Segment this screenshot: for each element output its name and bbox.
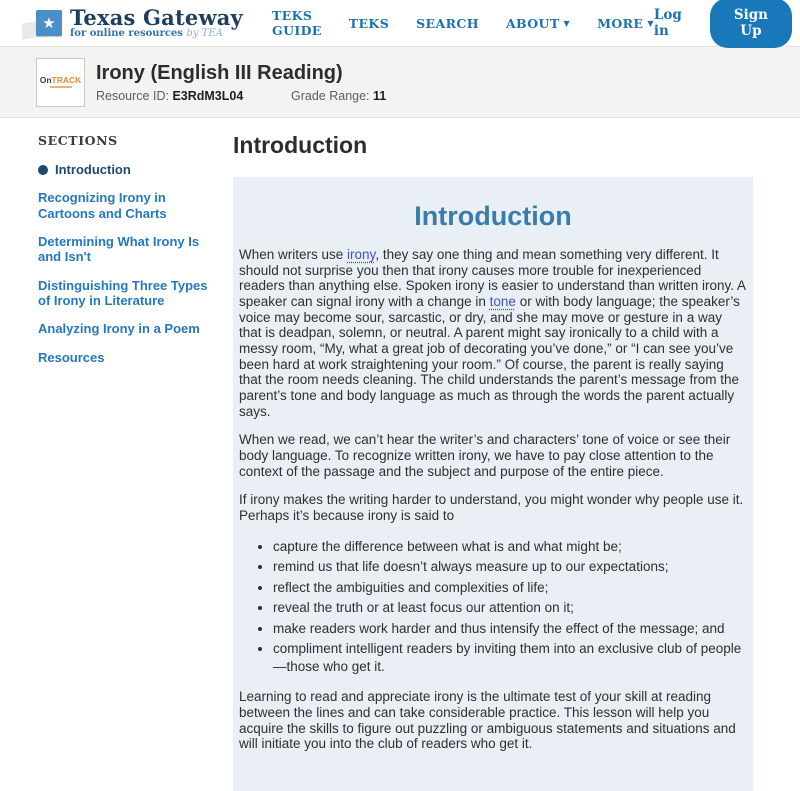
sidebar-item-distinguishing-three-types-of-irony-in-literature[interactable] bbox=[38, 278, 223, 309]
resource-meta bbox=[96, 89, 386, 103]
resource-info bbox=[96, 62, 386, 103]
brand-tagline-text: for online resources bbox=[70, 27, 183, 39]
nav-link-teks-guide[interactable]: TEKS GUIDE bbox=[272, 8, 322, 38]
list-item: • capture the difference between what is and what might be; bbox=[273, 538, 747, 556]
nav-link-teks[interactable]: TEKS bbox=[348, 15, 390, 31]
nav-link-about[interactable]: ABOUT ▼ bbox=[505, 15, 571, 31]
irony-reasons-list bbox=[239, 538, 747, 676]
sidebar-item-recognizing-irony-in-cartoons-and-charts[interactable] bbox=[38, 190, 223, 221]
list-item: • reflect the ambiguities and complexities of life; bbox=[273, 579, 747, 597]
nav-link-search[interactable]: SEARCH bbox=[416, 15, 479, 31]
resource-header bbox=[0, 47, 800, 118]
resource-id-value: E3RdM3L04 bbox=[172, 88, 244, 103]
chevron-down-icon: ▼ bbox=[563, 17, 571, 28]
main-column bbox=[233, 130, 753, 791]
sidebar-item-label: Recognizing Irony in Cartoons and Charts bbox=[38, 190, 167, 221]
log-in-link[interactable]: Log in bbox=[653, 7, 682, 39]
lesson-box bbox=[233, 177, 753, 791]
sidebar-item-analyzing-irony-in-a-poem[interactable] bbox=[38, 321, 223, 336]
sidebar-item-label: Determining What Irony Is and Isn't bbox=[38, 233, 200, 265]
list-item: • compliment intelligent readers by inviting them into an exclusive club of people—those who get it. bbox=[273, 640, 747, 675]
lesson-box-title: Introduction bbox=[414, 201, 572, 231]
grade-range-value: 11 bbox=[373, 88, 387, 103]
resource-id bbox=[96, 89, 291, 103]
list-item: • remind us that life doesn’t always measure up to our expectations; bbox=[273, 558, 747, 576]
paragraph: When we read, we can’t hear the writer’s and characters’ tone of voice or see their body language. To recognize written irony, we have to pay close attention to the context of the passage and the subject and purpose of the entire piece. bbox=[239, 432, 731, 479]
paragraph: If irony makes the writing harder to understand, you might wonder why people use it. Perhaps it’s because irony is said to bbox=[239, 492, 744, 523]
brand-text bbox=[70, 4, 243, 40]
page-title: Introduction bbox=[233, 132, 368, 158]
ontrack-tagline-bar bbox=[50, 86, 72, 88]
ontrack-prefix: On bbox=[39, 74, 52, 85]
brand-logo[interactable] bbox=[36, 4, 272, 40]
list-item: • reveal the truth or at least focus our attention on it; bbox=[273, 599, 747, 617]
sections-list bbox=[38, 162, 223, 365]
grade-range bbox=[291, 89, 386, 103]
brand-title: Texas Gateway bbox=[70, 4, 243, 30]
sidebar-item-resources[interactable] bbox=[38, 350, 223, 365]
resource-title: Irony (English III Reading) bbox=[96, 61, 343, 84]
star-icon: ★ bbox=[36, 10, 62, 36]
brand-byline: by TEA bbox=[186, 27, 223, 39]
sidebar-item-label: Resources bbox=[38, 349, 105, 365]
sidebar-item-label: Analyzing Irony in a Poem bbox=[38, 321, 200, 337]
sidebar-item-label: Introduction bbox=[55, 162, 131, 177]
nav-link-more[interactable]: MORE ▼ bbox=[597, 15, 654, 31]
chevron-down-icon: ▼ bbox=[647, 17, 654, 28]
main-nav bbox=[272, 8, 654, 38]
sidebar-item-label: Distinguishing Three Types of Irony in Literature bbox=[38, 277, 208, 308]
box-paragraphs bbox=[239, 247, 747, 524]
grade-range-label: Grade Range: bbox=[291, 88, 370, 103]
glossary-term-link-tone[interactable]: tone bbox=[489, 293, 516, 309]
resource-id-label: Resource ID: bbox=[96, 88, 169, 103]
closing-paragraph: Learning to read and appreciate irony is the ultimate test of your skill at reading between the lines and can take considerable practice. This lesson will help you acquire the skills to figure out puzzling or ambiguous statements and situations and will initiate you into the club of readers who get it. bbox=[239, 689, 736, 752]
sections-sidebar bbox=[38, 130, 233, 791]
sign-up-button[interactable]: Sign Up bbox=[710, 0, 792, 48]
glossary-term-link-irony[interactable]: irony bbox=[347, 247, 376, 262]
top-navbar bbox=[0, 0, 800, 47]
ontrack-logo bbox=[36, 58, 85, 107]
list-item: • make readers work harder and thus intensify the effect of the message; and bbox=[273, 620, 747, 638]
active-bullet-icon bbox=[38, 165, 48, 175]
ontrack-wordmark bbox=[40, 76, 82, 85]
paragraph: When writers use irony, they say one thing and mean something very different. It should not surprise you then that irony causes more trouble for inexperienced readers than anything else. Spoken irony is easier to understand than written irony. A speaker can signal irony with a change in tone or with body language; the speaker’s voice may become sour, sarcastic, or dry, and she may move or gesture in a way that is deadpan, solemn, or neutral. A parent might say ironically to a child with a messy room, “My, what a great job of decorating you’ve done,” or “I can see you’ve been hard at work straightening your room.” Of course, the parent is really saying that the room needs cleaning. The child understands the parent’s message from the parent’s tone and body language as much as through the words the parent actually says. bbox=[239, 247, 746, 419]
sidebar-item-determining-what-irony-is-and-isn-t[interactable] bbox=[38, 234, 223, 265]
ontrack-suffix: TRACK bbox=[51, 74, 82, 85]
brand-tagline bbox=[70, 28, 243, 40]
sidebar-item-introduction[interactable] bbox=[38, 162, 223, 177]
content-area bbox=[0, 118, 800, 791]
sections-heading: SECTIONS bbox=[38, 133, 118, 148]
